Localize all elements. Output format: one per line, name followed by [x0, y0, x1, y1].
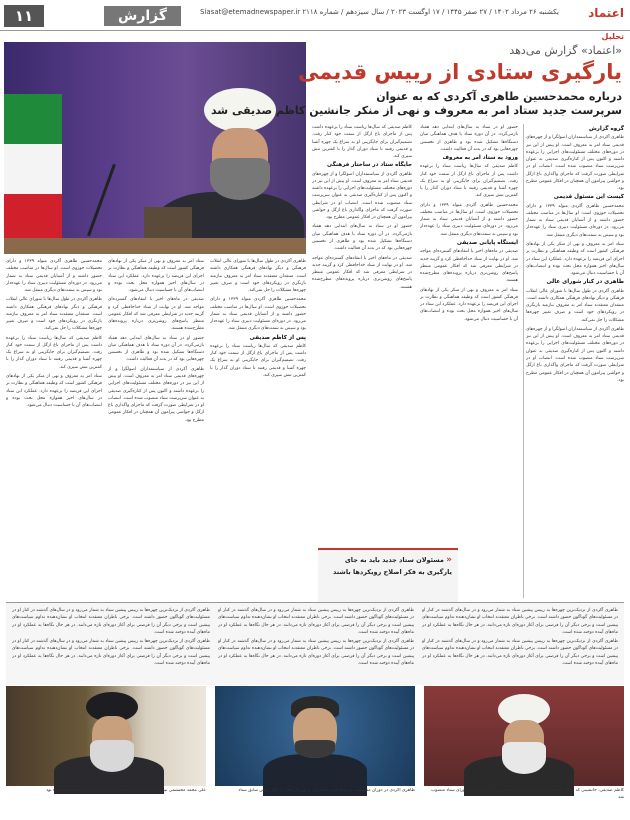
section-heading: ورود به ستاد امر به معروف	[442, 155, 518, 162]
paragraph: محمدحسین طاهری آکردی متولد ۱۳۳۹ و دارای تحصیلات حوزوی است. او سال‌ها در مناصب مختلف حضور داشته و از آشنایان قدیمی ستاد به شمار می‌رود. در دوره‌ای مسئولیت دبیری ستاد را عهده‌دار بود و سپس به سمت‌های دیگری منتقل شد.	[210, 297, 306, 332]
section-heading: ایستگاه پایانی صدیقی	[456, 239, 518, 246]
column-rule	[523, 124, 524, 598]
paragraph: ستاد امر به معروف و نهی از منکر یکی از نهادهای فرهنگی کشور است که وظیفه هماهنگی و نظارت بر اجرای این فریضه را برعهده دارد. عملکرد این ستاد در سال‌های اخیر همواره محل بحث بوده و انتصاب‌های آن با حساسیت دنبال می‌شود.	[6, 373, 102, 409]
microphone	[87, 164, 116, 236]
paragraph: صدیقی در ماه‌های اخیر با انتقادهای گسترده‌ای مواجه شد. او در نهایت از ستاد خداحافظی کرد و گزینه جدید در شرایطی معرفی شد که افکار عمومی منتظر پاسخ‌های روشن‌تری درباره پرونده‌های مطرح‌شده هستند.	[420, 249, 518, 284]
photo-caption: علی محمد محتشمی نیز در زمان ریاست صدیقی به عنوان مشاور ستاد منصوب شده بود	[46, 788, 206, 793]
iran-flag	[4, 94, 62, 244]
issue-meta: یکشنبه ۲۶ مرداد ۱۴۰۲ / ۲۷ صفر ۱۴۴۵ / ۱۷ اوگست ۲۰۲۳ / سال سیزدهم / شماره ۲۱۱۸ Siasat@etemadnewspaper.ir	[200, 8, 559, 16]
photo-card-left	[6, 686, 206, 814]
article-column-1	[526, 124, 624, 598]
paragraph: طاهری آکردی از نزدیک‌ترین چهره‌ها به رییس پیشین ستاد به شمار می‌رود و در سال‌های گذشته در کنار او در مسئولیت‌های گوناگون حضور داشته است. برخی ناظران معتقدند انتخاب او نشان‌دهنده تداوم سیاست‌های پیشین است و برخی دیگر آن را فرصتی برای آغاز دوره‌ای تازه می‌دانند. در هر حال نگاه‌ها به عملکرد او در ماه‌های آینده دوخته شده است.	[12, 608, 210, 635]
paragraph: ستاد امر به معروف و نهی از منکر یکی از نهادهای فرهنگی کشور است که وظیفه هماهنگی و نظارت بر اجرای این فریضه را برعهده دارد. عملکرد این ستاد در سال‌های اخیر همواره محل بحث بوده و انتصاب‌های آن با حساسیت دنبال می‌شود.	[420, 287, 518, 322]
page-number: ۱۱	[4, 5, 44, 27]
photo	[6, 686, 206, 786]
paragraph: محمدحسین طاهری آکردی متولد ۱۳۳۹ و دارای تحصیلات حوزوی است. او سال‌ها در مناصب مختلف حضور داشته و از آشنایان قدیمی ستاد به شمار می‌رود. در دوره‌ای مسئولیت دبیری ستاد را عهده‌دار بود و سپس به سمت‌های دیگری منتقل شد.	[6, 259, 102, 294]
headline: یارگیری ستادی از رییس قدیمی	[298, 60, 622, 84]
paragraph: محمدحسین طاهری آکردی متولد ۱۳۳۹ و دارای تحصیلات حوزوی است. او سال‌ها در مناصب مختلف حضور داشته و از آشنایان قدیمی ستاد به شمار می‌رود. در دوره‌ای مسئولیت دبیری ستاد را عهده‌دار بود و سپس به سمت‌های دیگری منتقل شد.	[420, 202, 518, 237]
section-heading: جایگاه ستاد در ساختار فرهنگی	[327, 162, 412, 169]
subheadline-line-1: درباره محمدحسین طاهری آکردی که به عنوان	[376, 90, 622, 103]
quote-mark-icon: «	[446, 555, 452, 565]
feature-column-2	[218, 607, 414, 681]
pull-quote-text: مسئولان ستاد جدید باید به جای یارگیری به فکر اصلاح رویکردها باشند	[333, 556, 452, 576]
section-heading: کیست این مسئول قدیمی	[553, 194, 624, 201]
section-title: گزارش	[104, 6, 181, 26]
article-column-6	[6, 258, 102, 598]
photo	[424, 686, 624, 786]
paragraph: ستاد امر به معروف و نهی از منکر یکی از نهادهای فرهنگی کشور است که وظیفه هماهنگی و نظارت بر اجرای این فریضه را برعهده دارد. عملکرد این ستاد در سال‌های اخیر همواره محل بحث بوده و انتصاب‌های آن با حساسیت دنبال می‌شود.	[526, 241, 624, 277]
paragraph: صدیقی در ماه‌های اخیر با انتقادهای گسترده‌ای مواجه شد. او در نهایت از ستاد خداحافظی کرد و گزینه جدید در شرایطی معرفی شد که افکار عمومی منتظر پاسخ‌های روشن‌تری درباره پرونده‌های مطرح‌شده هستند.	[108, 297, 204, 332]
paragraph: کاظم صدیقی که سال‌ها ریاست ستاد را برعهده داشت پس از ماجرای باغ ازگل از سمت خود کنار رفت. تصمیم‌گیران برای جایگزینی او به سراغ یک چهره آشنا و قدیمی رفتند تا ستاد دوران گذار را با کمترین تنش سپری کند.	[312, 125, 412, 160]
paragraph: طاهری آکردی از نزدیک‌ترین چهره‌ها به رییس پیشین ستاد به شمار می‌رود و در سال‌های گذشته در کنار او در مسئولیت‌های گوناگون حضور داشته است. برخی ناظران معتقدند انتخاب او نشان‌دهنده تداوم سیاست‌های پیشین است و برخی دیگر آن را فرصتی برای آغاز دوره‌ای تازه می‌دانند. در هر حال نگاه‌ها به عملکرد او در ماه‌های آینده دوخته شده است.	[12, 639, 210, 666]
paragraph: طاهری آکردی از سیاستمداران اصولگرا و از چهره‌های قدیمی ستاد امر به معروف است. او پیش از این نیز در دوره‌های مختلف مسئولیت‌های اجرایی را برعهده داشته و اکنون پس از کناره‌گیری صدیقی به عنوان سرپرست ستاد منصوب شده است. انتصاب او در شرایطی صورت گرفت که ماجرای واگذاری باغ ازگل و حواشی پیرامون آن همچنان در افکار عمومی مطرح بود.	[312, 171, 412, 221]
paragraph: طاهری آکردی از سیاستمداران اصولگرا و از چهره‌های قدیمی ستاد امر به معروف است. او پیش از این نیز در دوره‌های مختلف مسئولیت‌های اجرایی را برعهده داشته و اکنون پس از کناره‌گیری صدیقی به عنوان سرپرست ستاد منصوب شده است. انتصاب او در شرایطی صورت گرفت که ماجرای واگذاری باغ ازگل و حواشی پیرامون آن همچنان در افکار عمومی مطرح بود.	[108, 366, 204, 423]
paragraph: کاظم صدیقی که سال‌ها ریاست ستاد را برعهده داشت پس از ماجرای باغ ازگل از سمت خود کنار رفت. تصمیم‌گیران برای جایگزینی او به سراغ یک چهره آشنا و قدیمی رفتند تا ستاد دوران گذار را با کمترین تنش سپری کند.	[210, 343, 306, 378]
article-column-4	[210, 258, 306, 598]
photo-row	[6, 686, 624, 814]
paragraph: حضور او در ستاد به سال‌های ابتدایی دهه هفتاد بازمی‌گردد. در آن دوره ستاد با هدف هماهنگی میان دستگاه‌ها تشکیل شده بود و طاهری از نخستین چهره‌هایی بود که در بدنه آن فعالیت داشت.	[108, 335, 204, 363]
feature-box	[6, 602, 624, 685]
paragraph: کاظم صدیقی که سال‌ها ریاست ستاد را برعهده داشت پس از ماجرای باغ ازگل از سمت خود کنار رفت. تصمیم‌گیران برای جایگزینی او به سراغ یک چهره آشنا و قدیمی رفتند تا ستاد دوران گذار را با کمترین تنش سپری کند.	[420, 164, 518, 199]
section-heading: پس از کاظم صدیقی	[249, 334, 306, 341]
paragraph: طاهری آکردی در طول سال‌ها با شورای عالی انقلاب فرهنگی و دیگر نهادهای فرهنگی همکاری داشته است. منتقدان معتقدند ستاد امر به معروف نیازمند بازنگری در رویکردهای خود است و صرف تغییر چهره‌ها مشکلات را حل نمی‌کند.	[526, 288, 624, 323]
paragraph: طاهری آکردی از نزدیک‌ترین چهره‌ها به رییس پیشین ستاد به شمار می‌رود و در سال‌های گذشته در کنار او در مسئولیت‌های گوناگون حضور داشته است. برخی ناظران معتقدند انتخاب او نشان‌دهنده تداوم سیاست‌های پیشین است و برخی دیگر آن را فرصتی برای آغاز دوره‌ای تازه می‌دانند. در هر حال نگاه‌ها به عملکرد او در ماه‌های آینده دوخته شده است.	[218, 639, 414, 666]
paragraph: طاهری آکردی از نزدیک‌ترین چهره‌ها به رییس پیشین ستاد به شمار می‌رود و در سال‌های گذشته در کنار او در مسئولیت‌های گوناگون حضور داشته است. برخی ناظران معتقدند انتخاب او نشان‌دهنده تداوم سیاست‌های پیشین است و برخی دیگر آن را فرصتی برای آغاز دوره‌ای تازه می‌دانند. در هر حال نگاه‌ها به عملکرد او در ماه‌های آینده دوخته شده است.	[218, 608, 414, 635]
photo	[215, 686, 415, 786]
paragraph: طاهری آکردی از سیاستمداران اصولگرا و از چهره‌های قدیمی ستاد امر به معروف است. او پیش از این نیز در دوره‌های مختلف مسئولیت‌های اجرایی را برعهده داشته و اکنون پس از کناره‌گیری صدیقی به عنوان سرپرست ستاد منصوب شده است. انتصاب او در شرایطی صورت گرفت که ماجرای واگذاری باغ ازگل و حواشی پیرامون آن همچنان در افکار عمومی مطرح بود.	[526, 326, 624, 383]
photo-caption: طاهری آکردی در دوران مسئولیت در ستاد امر به معروف و نهی از منکر در کنار رییس سابق ستاد	[238, 788, 415, 793]
paragraph: محمدحسین طاهری آکردی متولد ۱۳۳۹ و دارای تحصیلات حوزوی است. او سال‌ها در مناصب مختلف حضور داشته و از آشنایان قدیمی ستاد به شمار می‌رود. در دوره‌ای مسئولیت دبیری ستاد را عهده‌دار بود و سپس به سمت‌های دیگری منتقل شد.	[526, 203, 624, 238]
paragraph: حضور او در ستاد به سال‌های ابتدایی دهه هفتاد بازمی‌گردد. در آن دوره ستاد با هدف هماهنگی میان دستگاه‌ها تشکیل شده بود و طاهری از نخستین چهره‌هایی بود که در بدنه آن فعالیت داشت.	[312, 224, 412, 252]
paragraph: حضور او در ستاد به سال‌های ابتدایی دهه هفتاد بازمی‌گردد. در آن دوره ستاد با هدف هماهنگی میان دستگاه‌ها تشکیل شده بود و طاهری از نخستین چهره‌هایی بود که در بدنه آن فعالیت داشت.	[420, 125, 518, 152]
paragraph: طاهری آکردی در طول سال‌ها با شورای عالی انقلاب فرهنگی و دیگر نهادهای فرهنگی همکاری داشته است. منتقدان معتقدند ستاد امر به معروف نیازمند بازنگری در رویکردهای خود است و صرف تغییر چهره‌ها مشکلات را حل نمی‌کند.	[6, 297, 102, 332]
photo-card-middle	[215, 686, 415, 814]
desk	[4, 238, 306, 254]
paragraph: صدیقی در ماه‌های اخیر با انتقادهای گسترده‌ای مواجه شد. او در نهایت از ستاد خداحافظی کرد و گزینه جدید در شرایطی معرفی شد که افکار عمومی منتظر پاسخ‌های روشن‌تری درباره پرونده‌های مطرح‌شده هستند.	[312, 255, 412, 290]
feature-column-1	[422, 607, 618, 681]
paragraph: طاهری آکردی از نزدیک‌ترین چهره‌ها به رییس پیشین ستاد به شمار می‌رود و در سال‌های گذشته در کنار او در مسئولیت‌های گوناگون حضور داشته است. برخی ناظران معتقدند انتخاب او نشان‌دهنده تداوم سیاست‌های پیشین است و برخی دیگر آن را فرصتی برای آغاز دوره‌ای تازه می‌دانند. در هر حال نگاه‌ها به عملکرد او در ماه‌های آینده دوخته شده است.	[422, 639, 618, 666]
photo-caption: کاظم صدیقی، جانشینی که از آن طاهری آکردی در ستاد امر به معروف به عنوان دبیر شورای ستاد منصوب شد	[431, 788, 624, 800]
paragraph: طاهری آکردی در طول سال‌ها با شورای عالی انقلاب فرهنگی و دیگر نهادهای فرهنگی همکاری داشته است. منتقدان معتقدند ستاد امر به معروف نیازمند بازنگری در رویکردهای خود است و صرف تغییر چهره‌ها مشکلات را حل نمی‌کند.	[210, 259, 306, 294]
byline: گروه گزارش	[588, 126, 624, 132]
kicker: «اعتماد» گزارش می‌دهد	[509, 44, 622, 57]
article-column-3	[312, 124, 412, 544]
subsection-label: تحلیل	[601, 32, 624, 41]
article-column-2	[420, 124, 518, 598]
pull-quote	[318, 548, 458, 604]
photo-card-right	[424, 686, 624, 814]
paragraph: ستاد امر به معروف و نهی از منکر یکی از نهادهای فرهنگی کشور است که وظیفه هماهنگی و نظارت بر اجرای این فریضه را برعهده دارد. عملکرد این ستاد در سال‌های اخیر همواره محل بحث بوده و انتصاب‌های آن با حساسیت دنبال می‌شود.	[108, 259, 204, 294]
section-heading: طاهری در کنار شورای عالی	[546, 279, 624, 286]
beard	[210, 158, 270, 200]
paragraph: کاظم صدیقی که سال‌ها ریاست ستاد را برعهده داشت پس از ماجرای باغ ازگل از سمت خود کنار رفت. تصمیم‌گیران برای جایگزینی او به سراغ یک چهره آشنا و قدیمی رفتند تا ستاد دوران گذار را با کمترین تنش سپری کند.	[6, 335, 102, 370]
newspaper-logo: اعتماد	[588, 6, 624, 20]
feature-column-3	[12, 607, 210, 681]
article-column-5	[108, 258, 204, 598]
subheadline-line-2: سرپرست جدید ستاد امر به معروف و نهی از منکر جانشین کاظم صدیقی شد	[210, 104, 622, 117]
hero-photo	[4, 42, 306, 254]
paragraph: طاهری آکردی از نزدیک‌ترین چهره‌ها به رییس پیشین ستاد به شمار می‌رود و در سال‌های گذشته در کنار او در مسئولیت‌های گوناگون حضور داشته است. برخی ناظران معتقدند انتخاب او نشان‌دهنده تداوم سیاست‌های پیشین است و برخی دیگر آن را فرصتی برای آغاز دوره‌ای تازه می‌دانند. در هر حال نگاه‌ها به عملکرد او در ماه‌های آینده دوخته شده است.	[422, 608, 618, 635]
paragraph: طاهری آکردی از سیاستمداران اصولگرا و از چهره‌های قدیمی ستاد امر به معروف است. او پیش از این نیز در دوره‌های مختلف مسئولیت‌های اجرایی را برعهده داشته و اکنون پس از کناره‌گیری صدیقی به عنوان سرپرست ستاد منصوب شده است. انتصاب او در شرایطی صورت گرفت که ماجرای واگذاری باغ ازگل و حواشی پیرامون آن همچنان در افکار عمومی مطرح بود.	[526, 135, 624, 192]
